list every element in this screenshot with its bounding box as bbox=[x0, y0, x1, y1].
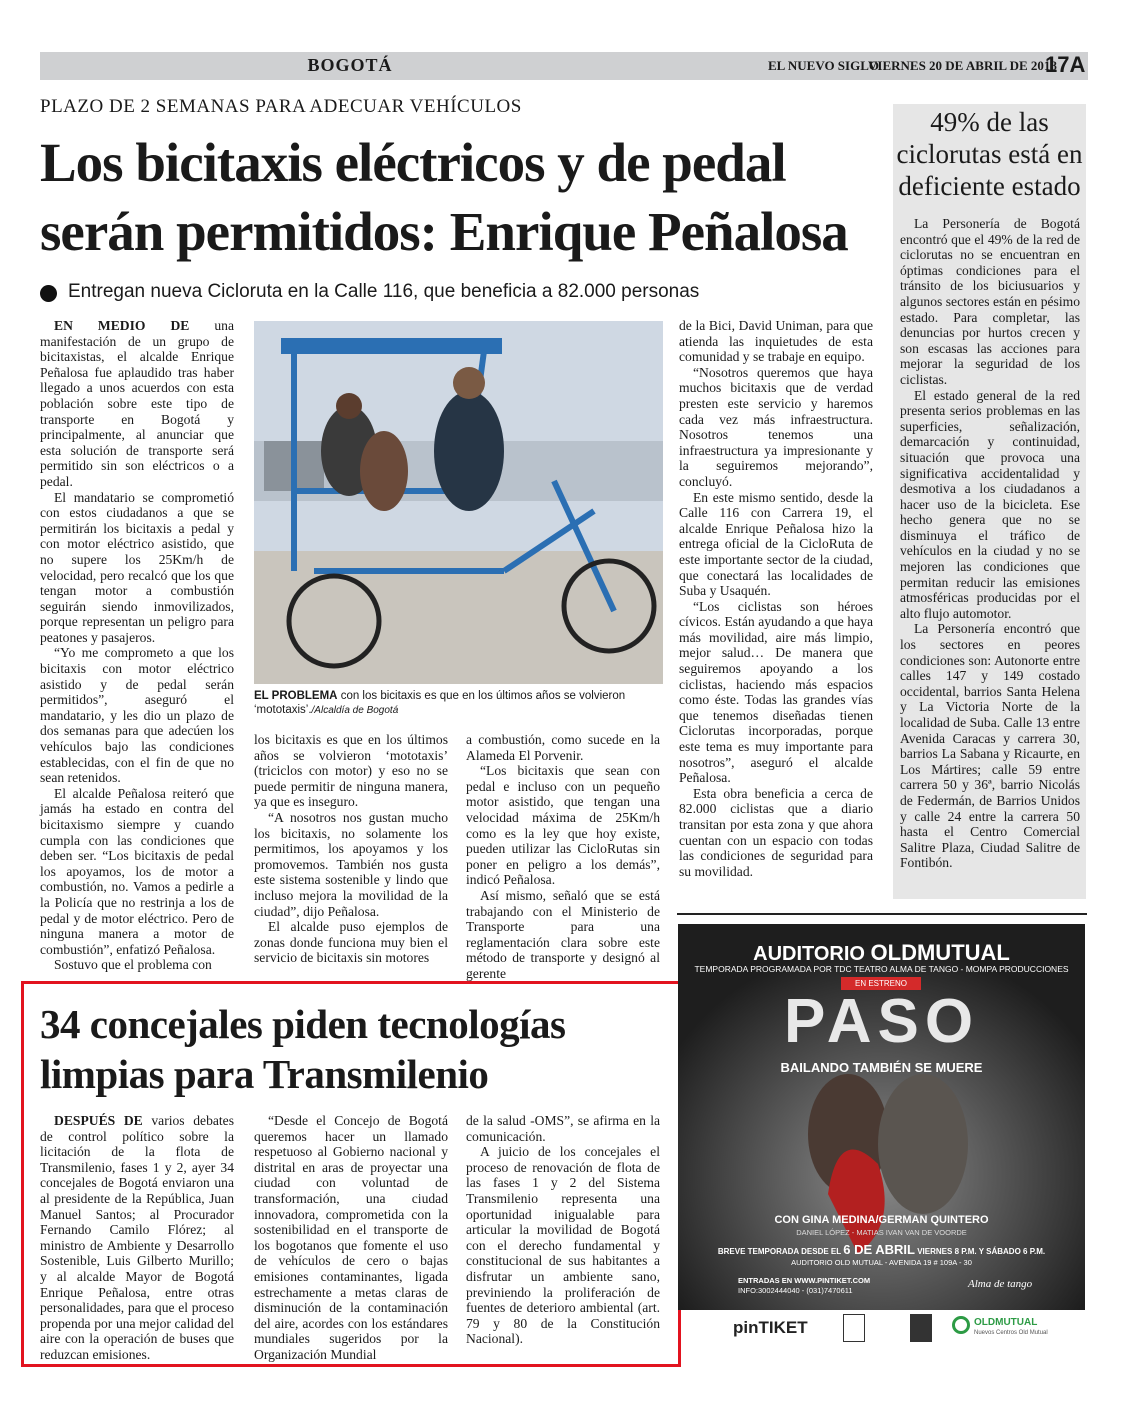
ad-tagline: BAILANDO TAMBIÉN SE MUERE bbox=[780, 1060, 983, 1075]
paragraph: “Los bicitaxis que sean con pedal e incluso con un pequeño motor asistido, que tengan una velocidad máxima de 25Km/h como es la ley que hoy existe, pueden utilizar las CicloRutas sin poner en peligro a los demás”, indicó Peñalosa. bbox=[466, 763, 660, 888]
ad-run-date: 6 DE ABRIL bbox=[843, 1242, 915, 1257]
ad-venue: AUDITORIO bbox=[753, 943, 865, 965]
ad-sponsor-strip bbox=[678, 1310, 1085, 1350]
paragraph: de la Bici, David Uniman, para que atienda las inquietudes de esta comunidad y se trabaje en equipo. bbox=[679, 318, 873, 365]
paragraph: “Los ciclistas son héroes cívicos. Están ayudando a que haya más movilidad, aire más limpio, mejor salud… De manera que seguiremos apoyando a los ciclistas, haciendo más espacios como éste. Todas las grandes vías que tenemos diseñadas tienen Ciclorutas incorporadas, porque este tema es muy importante para nosotros”, aseguró el alcalde Peñalosa. bbox=[679, 598, 873, 786]
paragraph: Así mismo, señaló que se está trabajando con el Ministerio de Transporte para una reglamentación clara sobre este método de transporte y designó al gerente bbox=[466, 887, 660, 981]
article-column-2 bbox=[254, 732, 448, 966]
ad-signature: Alma de tango bbox=[968, 1278, 1033, 1290]
story-kicker: PLAZO DE 2 SEMANAS PARA ADECUAR VEHÍCULOS bbox=[40, 96, 522, 117]
bicitaxi-photo bbox=[254, 321, 663, 684]
theatre-advertisement bbox=[678, 924, 1085, 1310]
story-headline: Los bicitaxis eléctricos y de pedal serán permitidos: Enrique Peñalosa bbox=[40, 132, 848, 262]
issue-date: VIERNES 20 DE ABRIL DE 2018 bbox=[868, 58, 1057, 73]
caption-text: con los bicitaxis es que en los últimos años se volvieron ‘mototaxis’. bbox=[254, 690, 626, 716]
story-deck: Entregan nueva Cicloruta en la Calle 116, que beneficia a 82.000 personas bbox=[68, 281, 700, 302]
paragraph: La Personería de Bogotá encontró que el 49% de la red de ciclorutas no se encuentran en óptimas condiciones para el tránsito de los biciusuarios y algunos sectores están en pésimo estado. Para completar, las denuncias por hurtos crecen y son escasas las acciones para mejorar la seguridad de los ciclistas. bbox=[900, 216, 1080, 387]
lead-in: EN MEDIO DE bbox=[54, 318, 190, 333]
ad-show-title: PASO bbox=[783, 987, 980, 1056]
newspaper-name: EL NUEVO SIGLO bbox=[768, 58, 879, 73]
story2-column-1 bbox=[40, 1113, 234, 1363]
oldmutual-icon bbox=[952, 1316, 970, 1334]
caption-lead: EL PROBLEMA bbox=[254, 690, 338, 702]
story2-headline: 34 concejales piden tecnologías limpias para Transmilenio bbox=[40, 1001, 566, 1097]
paragraph: A juicio de los concejales el proceso de renovación de flota de las fases 1 y 2 del Sistema Transmilenio representa una oportunidad inigualable para articular la movilidad de Bogotá con el derecho fundamental y constitucional de sus habitantes a disfrutar un ambiente sano, previniendo la proliferación de fuentes de deterioro ambiental (art. 79 y 80 de la Constitución Nacional). bbox=[466, 1144, 660, 1347]
paragraph: La Personería encontró que los sectores en peores condiciones son: Autonorte entre calles 147 y 149 costado occidental, barrios Santa Helena y La Victoria Norte de la localidad de Suba. Calle 13 entre Avenida Caracas y carrera 30, barrios La Sabana y Ricaurte, en Los Mártires; calle 59 entre carrera 50 y 36ª, barrio Nicolás de Federmán, de Barrios Unidos y calle 24 entre la carrera 50 hasta el Centro Comercial Salitre Plaza, Ciudad Salitre de Fontibón. bbox=[900, 621, 1080, 871]
ad-ticket-logo: pinTIKET bbox=[733, 1318, 808, 1337]
paragraph: de la salud -OMS”, se afirma en la comunicación. bbox=[466, 1113, 660, 1144]
bullet-icon bbox=[40, 285, 57, 302]
ad-info: INFO:3002444040 - (031)7470611 bbox=[738, 1286, 853, 1295]
ad-venue-brand: OLDMUTUAL bbox=[870, 940, 1010, 965]
ad-cast-2: DANIEL LÓPEZ - MATIAS IVAN VAN DE VOORDE bbox=[796, 1228, 967, 1237]
divider bbox=[677, 913, 1087, 915]
paragraph: una manifestación de un grupo de bicitaxistas, el alcalde Enrique Peñalosa fue aplaudido tras haber llegado a unos acuerdos con esta población sobre este tipo de transporte en Bogotá y principalmente, al anunciar que esta solución de transporte será permitido sin son eléctricos o a pedal. bbox=[40, 318, 234, 489]
sponsor-logo bbox=[843, 1314, 865, 1342]
paragraph: El estado general de la red presenta serios problemas en las superficies, señalización, demarcación y continuidad, situación que provoca una significativa accidentalidad y desmotiva a los ciudadanos a hacer uso de la bicicleta. Ese hecho genera que no se disminuya el tráfico de vehículos en la ciudad y no se mejoren las condiciones que permitan reducir las emisiones atmosféricas producidas por el alto flujo automotor. bbox=[900, 387, 1080, 621]
paragraph: “Desde el Concejo de Bogotá queremos hacer un llamado respetuoso al Gobierno nacional y distrital en aras de proyectar una ciudad con voluntad de transformación, una ciudad innovadora, comprometida con la sostenibilidad en el transporte de los bogotanos que fomente el uso de vehículos de cero o bajas emisiones contaminantes, ligada estrechamente a metas claras de disminución de la contaminación del aire, acordes con los estándares mundiales sugeridos por la Organización Mundial bbox=[254, 1113, 448, 1362]
paragraph: “Yo me comprometo a que los bicitaxis con motor eléctrico asistido y de pedal serán permitidos”, aseguró el mandatario, y les dio un plazo de dos semanas para que adecúen los vehículos bajo las condiciones establecidas, con el fin de que no sean retenidos. bbox=[40, 645, 234, 786]
ad-cast: CON GINA MEDINA/GERMAN QUINTERO bbox=[774, 1214, 989, 1226]
ad-footer-brand-sub: Nuevos Centros Old Mutual bbox=[974, 1330, 1048, 1336]
article-column-3 bbox=[466, 732, 660, 982]
paragraph: “A nosotros nos gustan mucho los bicitaxis, no solamente los permitimos, los apoyamos y los promovemos. También nos gusta este sistema sostenible y lindo que incluso mejora la movilidad de la ciudad”, dijo Peñalosa. bbox=[254, 809, 448, 919]
article-column-4 bbox=[679, 318, 873, 879]
paragraph: El alcalde puso ejemplos de zonas donde funciona muy bien el servicio de bicitaxis sin motores bbox=[254, 919, 448, 966]
paragraph: varios debates de control político sobre la licitación de la flota de Transmilenio, fases 1 y 2, ayer 34 concejales de Bogotá enviaron una al presidente de la República, Juan Manuel Santos; al Procurador Fernando Camilo Flórez; al ministro de Ambiente y Desarrollo Sostenible, Luis Gilberto Murillo; y al alcalde Mayor de Bogotá Enrique Peñalosa, entre otras personalidades, para que el proceso propenda por una mejor calidad del aire con la operación de buses que reduzcan emisiones. bbox=[40, 1113, 235, 1362]
paragraph: “Nosotros queremos que haya muchos bicitaxis que de verdad presten este servicio y haremos cada vez más infraestructura. Nosotros tenemos una infraestructura ya impresionante y la seguiremos mejorando”, concluyó. bbox=[679, 364, 873, 489]
ad-address: AUDITORIO OLD MUTUAL - AVENIDA 19 # 109A - 30 bbox=[791, 1258, 972, 1267]
ad-tickets: ENTRADAS EN WWW.PINTIKET.COM bbox=[738, 1276, 871, 1285]
paragraph: El mandatario se comprometió con estos ciudadanos a que se permitirán los bicitaxis a pedal y con motor eléctrico asistido, que no supere los 25Km/h de velocidad, pero recalcó que los que tengan motor a combustión seguirán siendo inmovilizados, porque representan un peligro para peatones y pasajeros. bbox=[40, 489, 234, 645]
caption-credit: /Alcaldía de Bogotá bbox=[311, 705, 399, 716]
sponsor-logo bbox=[910, 1314, 932, 1342]
sidebar-title: 49% de las ciclorutas está en deficiente estado bbox=[896, 107, 1083, 201]
paragraph: Sostuvo que el problema con bbox=[54, 957, 212, 973]
article-column-1 bbox=[40, 318, 234, 973]
paragraph: a combustión, como sucede en la Alameda El Porvenir. bbox=[466, 732, 660, 763]
section-name: BOGOTÁ bbox=[307, 55, 393, 75]
paragraph: Esta obra beneficia a cerca de 82.000 ciclistas que a diario transitan por esta zona y que ahora cuentan con un espacio con todas las condiciones de seguridad para su movilidad. bbox=[679, 785, 873, 879]
ad-premiere-badge: EN ESTRENO bbox=[841, 977, 921, 990]
paragraph: los bicitaxis es que en los últimos años se volvieron ‘mototaxis’ (triciclos con motor) y eso no se puede permitir de ninguna manera, ya que es inseguro. bbox=[254, 732, 448, 810]
lead-in: DESPUÉS DE bbox=[54, 1113, 143, 1128]
photo-caption bbox=[254, 689, 664, 718]
story2-column-3 bbox=[466, 1113, 660, 1347]
paragraph: El alcalde Peñalosa reiteró que jamás ha estado en contra del bicitaxismo siempre y cuando cumpla con las condiciones que deben ser. “Los bicitaxis de pedal los apoyamos, los de motor a combustión, no. Vamos a pedirle a la Policía que no restrinja a los de pedal y de motor eléctrico. Pero de ninguna manera a motor de combustión”, enfatizó Peñalosa. bbox=[40, 785, 234, 957]
ad-season: TEMPORADA PROGRAMADA POR TDC TEATRO ALMA DE TANGO - MOMPA PRODUCCIONES bbox=[694, 964, 1069, 974]
ad-run-times: VIERNES 8 P.M. Y SÁBADO 6 P.M. bbox=[917, 1247, 1046, 1256]
ad-run bbox=[678, 1242, 1085, 1257]
story2-column-2 bbox=[254, 1113, 448, 1363]
page-number: 17A bbox=[1045, 52, 1086, 77]
sidebar-text bbox=[900, 216, 1080, 871]
paragraph: En este mismo sentido, desde la Calle 116 con Carrera 19, el alcalde Enrique Peñalosa hizo la entrega oficial de la CicloRuta de este importante sector de la ciudad, que conectará las localidades de Suba y Usaquén. bbox=[679, 489, 873, 599]
ad-footer-brand: OLDMUTUAL bbox=[974, 1317, 1038, 1328]
ad-run-prefix: BREVE TEMPORADA DESDE EL bbox=[717, 1247, 841, 1256]
